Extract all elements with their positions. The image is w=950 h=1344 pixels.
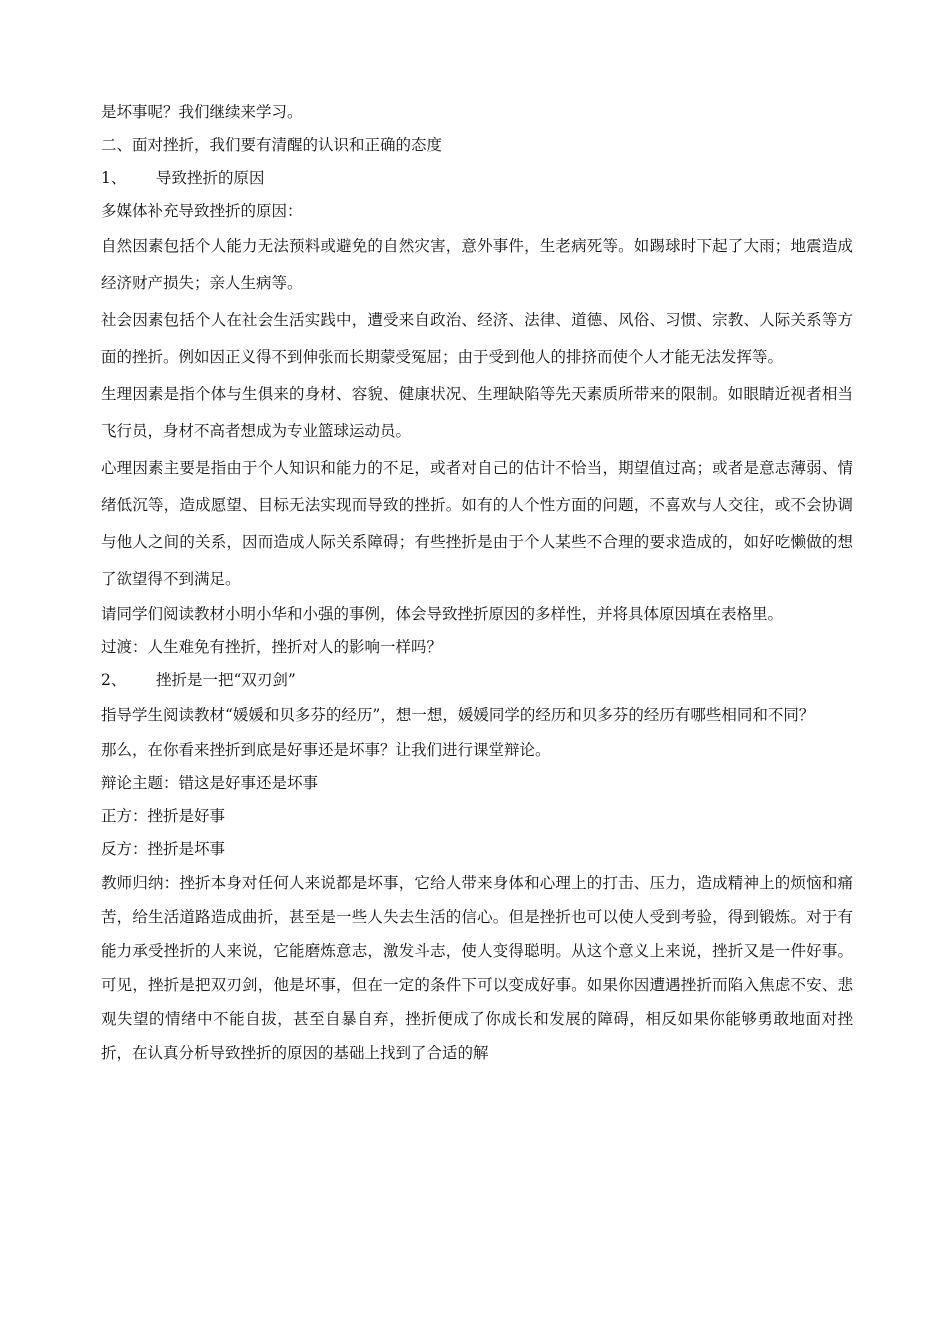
paragraph-psychological-factors: 心理因素主要是指由于个人知识和能力的不足，或者对自己的估计不恰当，期望值过高；或者是意志薄弱、情绪低沉等，造成愿望、目标无法实现而导致的挫折。如有的人个性方面的问题，不喜欢与人交往，或不会协调与他人之间的关系，因而造成人际关系障碍；有些挫折是由于个人某些不合理的要求造成的，如好吃懒做的想了欲望得不到满足。: [101, 459, 853, 588]
paragraph-transition: 过渡：人生难免有挫折，挫折对人的影响一样吗？: [101, 638, 443, 656]
paragraph-physiological-factors: 生理因素是指个体与生俱来的身材、容貌、健康状况、生理缺陷等先天素质所带来的限制。如眼睛近视者相当飞行员，身材不高者想成为专业篮球运动员。: [101, 385, 853, 440]
numbered-item-2: [101, 664, 853, 697]
paragraph-affirmative: 正方：挫折是好事: [101, 807, 226, 825]
numbered-item-text: 挫折是一把“双刃剑”: [156, 671, 296, 689]
paragraph-guide-reading: 指导学生阅读教材“媛媛和贝多芬的经历”，想一想，媛媛同学的经历和贝多芬的经历有哪些相同和不同？: [101, 706, 815, 724]
document-body: [101, 96, 853, 1070]
section-heading-two: 二、面对挫折，我们要有清醒的认识和正确的态度: [101, 136, 443, 154]
paragraph-multimedia-intro: 多媒体补充导致挫折的原因：: [101, 202, 303, 220]
paragraph-debate-intro: 那么，在你看来挫折到底是好事还是坏事？让我们进行课堂辩论。: [101, 741, 551, 759]
paragraph-continuation: 是坏事呢？我们继续来学习。: [101, 103, 303, 121]
paragraph-teacher-summary: 教师归纳：挫折本身对任何人来说都是坏事，它给人带来身体和心理上的打击、压力，造成精神上的烦恼和痛苦，给生活道路造成曲折，甚至是一些人失去生活的信心。但是挫折也可以使人受到考验，得到锻炼。对于有能力承受挫折的人来说，它能磨炼意志，激发斗志，使人变得聪明。从这个意义上来说，挫折又是一件好事。可见，挫折是把双刃剑，他是坏事，但在一定的条件下可以变成好事。如果你因遭遇挫折而陷入焦虑不安、悲观失望的情绪中不能自拔，甚至自暴自弃，挫折便成了你成长和发展的障碍，相反如果你能够勇敢地面对挫折，在认真分析导致挫折的原因的基础上找到了合适的解: [101, 874, 853, 1062]
paragraph-social-factors: 社会因素包括个人在社会生活实践中，遭受来自政治、经济、法律、道德、风俗、习惯、宗教、人际关系等方面的挫折。例如因正义得不到伸张而长期蒙受冤屈；由于受到他人的排挤而使个人才能无法发挥等。: [101, 311, 853, 366]
paragraph-natural-factors: 自然因素包括个人能力无法预料或避免的自然灾害，意外事件，生老病死等。如踢球时下起了大雨；地震造成经济财产损失；亲人生病等。: [101, 237, 853, 292]
paragraph-read-textbook: 请同学们阅读教材小明小华和小强的事例，体会导致挫折原因的多样性，并将具体原因填在表格里。: [101, 605, 784, 623]
list-number: 1、: [101, 169, 127, 187]
numbered-item-1: [101, 162, 853, 195]
paragraph-debate-topic: 辩论主题：错这是好事还是坏事: [101, 774, 319, 792]
list-number: 2、: [101, 671, 127, 689]
paragraph-negative: 反方：挫折是坏事: [101, 840, 226, 858]
numbered-item-text: 导致挫折的原因: [156, 169, 265, 187]
